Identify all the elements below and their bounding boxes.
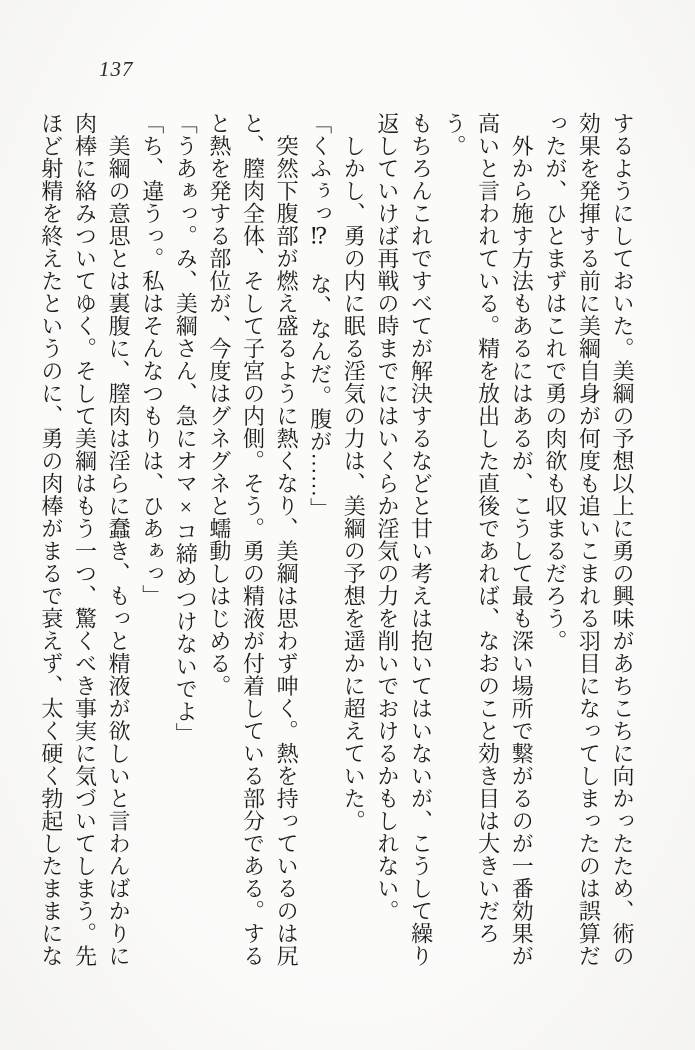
- text-column: するようにしておいた。美綱の予想以上に勇の興味があちこちに向かったため、術の: [610, 112, 635, 967]
- text-column: 外から施す方法もあるにはあるが、こうして最も深い場所で繋がるのが一番効果が: [509, 112, 535, 967]
- text-column: 肉棒に絡みついてゆく。そして美綱はもう一つ、驚くべき事実に気づいてしまう。先: [72, 112, 98, 967]
- text-block: [34, 112, 639, 976]
- text-column: 突然下腹部が燃え盛るように熱くなり、美綱は思わず呻く。熱を持っているのは尻: [274, 112, 300, 967]
- text-column: 美綱の意思とは裏腹に、膣肉は淫らに蠢き、もっと精液が欲しいと言わんばかりに: [106, 112, 132, 967]
- text-column: 返していけば再戦の時までにはいくらか淫気の力を削いでおけるかもしれない。: [374, 112, 400, 922]
- text-column: 「くふぅっ⁉ な、なんだ。腹が……」: [307, 112, 333, 520]
- text-column: 「うあぁっ。み、美綱さん、急にオマ×コ締めつけないでよ」: [173, 112, 199, 745]
- text-column: 「ち、違うっ。私はそんなつもりは、ひあぁっ」: [139, 112, 165, 607]
- text-column: ったが、ひとまずはこれで勇の肉欲も収まるだろう。: [542, 112, 568, 652]
- text-column: と熱を発する部位が、今度はグネグネと蠕動しはじめる。: [206, 112, 232, 697]
- text-column: と、膣肉全体、そして子宮の内側。そう。勇の精液が付着している部分である。する: [240, 112, 266, 967]
- text-column: もちろんこれですべてが解決するなどと甘い考えは抱いてはいないが、こうして繰り: [408, 112, 434, 967]
- text-column: 高いと言われている。精を放出した直後であれば、なおのこと効き目は大きいだろう。: [442, 112, 501, 945]
- page-number: 137: [99, 57, 134, 81]
- text-column: しかし、勇の内に眠る淫気の力は、美綱の予想を遥かに超えていた。: [341, 112, 367, 832]
- text-column: ほど射精を終えたというのに、勇の肉棒がまるで衰えず、太く硬く勃起したままにな: [38, 112, 64, 967]
- text-column: 効果を発揮する前に美綱自身が何度も追いこまれる羽目になってしまったのは誤算だ: [576, 112, 602, 967]
